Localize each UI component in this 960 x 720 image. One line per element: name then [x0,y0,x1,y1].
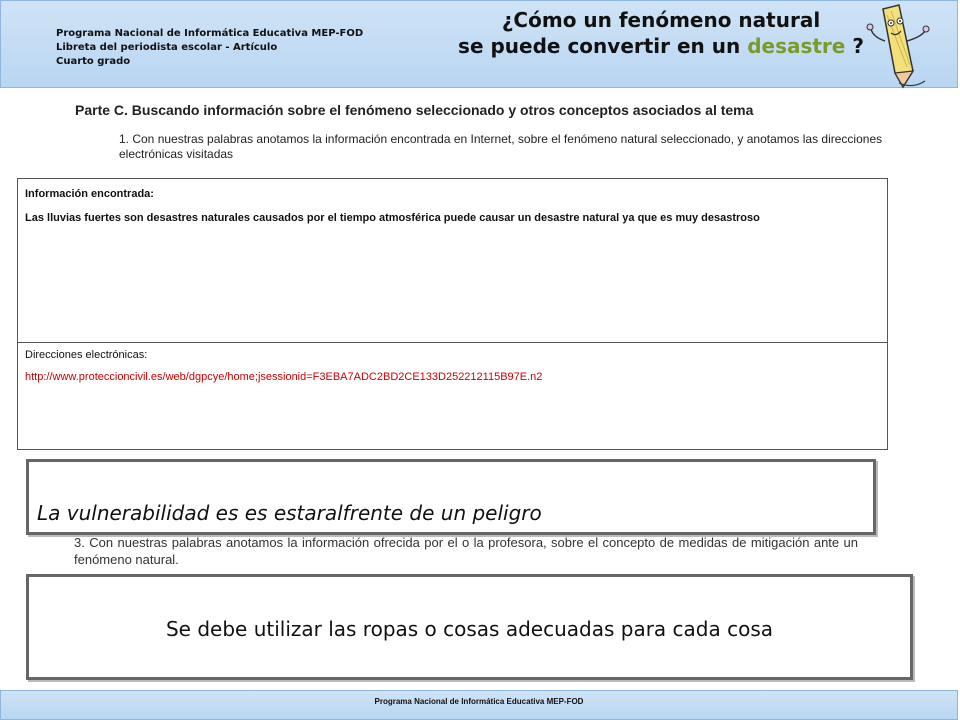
section-heading: Parte C. Buscando información sobre el fenómeno seleccionado y otros conceptos asociados al tema [75,102,754,118]
footer-band [0,690,958,720]
title-line-1: ¿Cómo un fenómeno natural [501,8,821,32]
title-line-2-start: se puede convertir en un [458,34,748,58]
info-table [17,178,888,450]
info-found-text: Las lluvias fuertes son desastres naturales causados por el tiempo atmosférica puede causar un desastre natural ya que es muy desastroso [25,212,760,224]
title-line-2-end: ? [845,34,864,58]
page-title [421,7,901,59]
pencil-character-icon [863,1,943,89]
links-url[interactable]: http://www.proteccioncivil.es/web/dgpcye/home;jsessionid=F3EBA7ADC2BD2CE133D252212115B97E.n2 [25,371,543,383]
notebook-line: Libreta del periodista escolar - Artículo [56,42,278,53]
program-line: Programa Nacional de Informática Educativa MEP-FOD [56,28,364,39]
links-label: Direcciones electrónicas: [25,349,148,361]
footer-text: Programa Nacional de Informática Educativa MEP-FOD [374,697,584,706]
title-line-2 [421,33,901,59]
instruction-1: 1. Con nuestras palabras anotamos la información encontrada en Internet, sobre el fenómeno natural seleccionado, y anotamos las direcciones electrónicas visitadas [119,132,883,161]
mitigation-answer-box[interactable] [26,574,913,680]
header-program-info [56,27,363,69]
header-band [0,0,958,88]
instruction-3: 3. Con nuestras palabras anotamos la información ofrecida por el o la profesora, sobre el concepto de medidas de mitigación ante un fenómeno natural. [74,535,858,567]
vulnerability-answer-box[interactable] [26,459,876,535]
title-accent-word: desastre [747,34,846,58]
vulnerability-answer-text: La vulnerabilidad es es estaralfrente de un peligro [37,501,542,525]
info-found-label: Información encontrada: [25,188,154,200]
info-found-cell[interactable] [18,179,887,343]
mitigation-answer-text: Se debe utilizar las ropas o cosas adecuadas para cada cosa [165,617,774,641]
grade-line: Cuarto grado [56,56,131,67]
